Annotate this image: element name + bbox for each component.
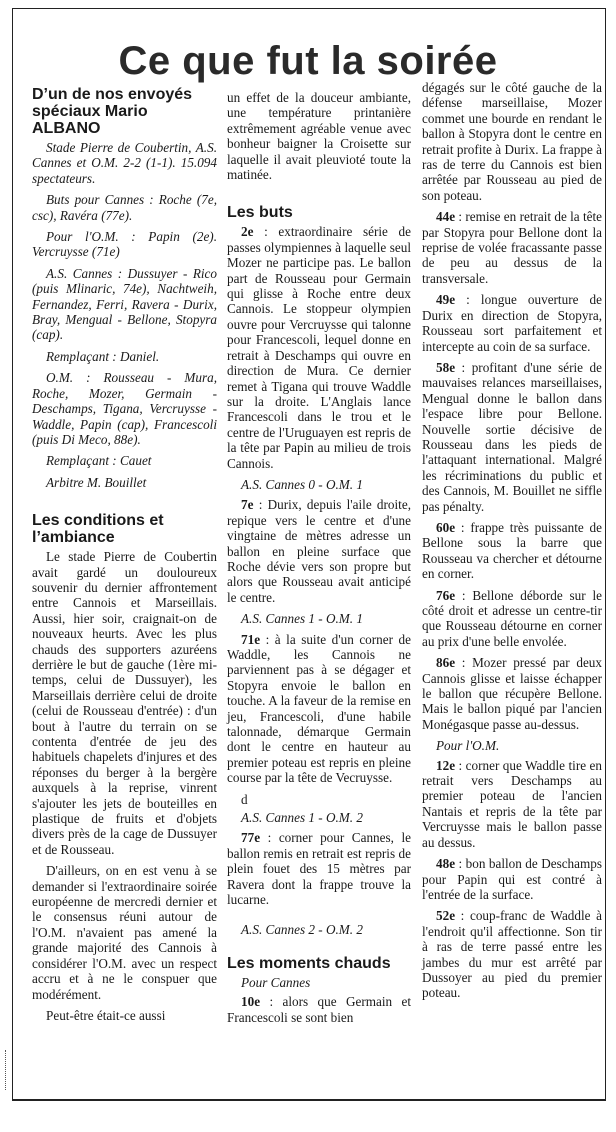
margin-mark <box>5 1050 7 1090</box>
moment-text: : frappe très puissante de Bellone sous la barre que Rousseau va chercher et détourne en corner. <box>422 519 602 582</box>
column-3 <box>422 80 602 1007</box>
moment-text: : alors que Germain et Francescoli se sont bien <box>227 994 411 1025</box>
moment-minute: 10e <box>241 994 261 1010</box>
match-info-lineup-om: O.M. : Rousseau - Mura, Roche, Mozer, Germain - Deschamps, Tigana, Vercruysse - Waddle, Papin (cap), Francescoli (puis Di Meco, 88e). <box>32 370 217 447</box>
column-1 <box>32 86 217 1029</box>
moment-entry <box>422 655 602 732</box>
goal-entry <box>227 497 411 605</box>
match-info-goals-om: Pour l'O.M. : Papin (2e). Vercruysse (71e) <box>32 229 217 260</box>
moment-text: : bon ballon de Deschamps pour Papin qui est contré à l'entrée de la surface. <box>422 856 602 902</box>
continuation-paragraph: dégagés sur le côté gauche de la défense marseillaise, Mozer commet une bourde en rendant le ballon à Stopyra dont le centre en retrait profite à Durix. La frappe à ras de terre du Cannois est bien arrêtée par Rousseau au pied de son poteau. <box>422 80 602 203</box>
moment-entry <box>422 520 602 582</box>
continuation-paragraph: un effet de la douceur ambiante, une température printanière extrêmement agréable venue avec bonheur baigner la Croisette sur laquelle il avait pleuvioté toute la matinée. <box>227 90 411 183</box>
moment-entry <box>422 908 602 1000</box>
score-line: A.S. Cannes 1 - O.M. 1 <box>241 611 363 627</box>
goal-minute: 2e <box>241 224 254 240</box>
moment-text: : Mozer pressé par deux Cannois glisse et laisse échapper le ballon que récupère Bellone. Mais le ballon piqué par l'ancien Monégasque passe au-dessus. <box>422 655 602 732</box>
conditions-paragraph: Peut-être était-ce aussi <box>46 1007 166 1023</box>
moment-text: : longue ouverture de Durix en direction de Stopyra, Rousseau sort parfaitement et intercepte au coin de sa surface. <box>422 292 602 354</box>
moment-text: : corner que Waddle tire en retrait vers Deschamps au premier poteau de l'ancien Nantais et repris de la tête par Vercruysse mais le ballon passe au dessus. <box>422 757 602 850</box>
score-line: A.S. Cannes 2 - O.M. 2 <box>241 921 363 937</box>
goal-minute: 7e <box>241 497 254 513</box>
moment-entry <box>422 758 602 850</box>
moment-entry <box>422 209 602 286</box>
column-2 <box>227 90 411 1031</box>
moment-minute: 76e <box>436 587 456 603</box>
goal-minute: 77e <box>241 830 261 846</box>
moment-minute: 52e <box>436 908 456 924</box>
goal-entry <box>227 224 411 471</box>
moment-text: : Bellone déborde sur le côté droit et adresse un centre-tir que Rousseau détourne en corner au prix d'une belle envolée. <box>422 587 602 649</box>
moment-text: : profitant d'une série de mauvaises relances marseillaises, Mengual donne le ballon dans l'espace libre pour Bellone. Nouvelle sortie décisive de Rousseau dans les pieds de l'attaquant international. Malgré les récriminations du public et des Cannois, M. Bouillet ne siffle pas pénalty. <box>422 359 602 514</box>
goal-entry <box>227 632 411 786</box>
moment-text: : coup-franc de Waddle à l'endroit qu'il affectionne. Son tir à ras de terre passé entre les jambes du mur est arrêté par Dussoyer au pied du premier poteau. <box>422 908 602 1001</box>
moment-minute: 44e <box>436 209 456 225</box>
score-line: A.S. Cannes 1 - O.M. 2 <box>241 810 363 826</box>
moment-entry <box>227 994 411 1025</box>
moment-text: : remise en retrait de la tête par Stopyra pour Bellone dont la reprise de volée fracassante passe de peu au dessus de la transversale. <box>422 209 602 286</box>
goal-text: : à la suite d'un corner de Waddle, les Cannois ne parviennent pas à se dégager et Stopyra envoie le ballon en touche. A la faveur de la remise en jeu, Francescoli, d'une habile talonnade, démarque Germain dont le centre en hauteur au premier poteau est repris en pleine course par la tête de Vecruysse. <box>227 631 411 786</box>
score-line: A.S. Cannes 0 - O.M. 1 <box>241 476 363 492</box>
moment-minute: 12e <box>436 757 456 773</box>
goal-text: : corner pour Cannes, le ballon remis en retrait est repris de plein fouet des 15 mètres par Ravera dont la frappe trouve la lucarne. <box>227 830 411 908</box>
goal-text: : extraordinaire série de passes olympiennes à laquelle seul Mozer ne participe pas. Le ballon part de Rousseau pour Germain qui glisse à Roche entre deux Cannois. Le stoppeur olympien ouvre pour Vercruysse qui talonne pour Francescoli, lequel donne en retrait à Deschamps qui ouvre en direction de Mura. Ce dernier remet à Tigana qui trouve Waddle sur la droite. L'Anglais lance Francescoli dans le trou et le centre de l'Uruguayen est repris de la tête par Papin au milieu de trois Cannois. <box>227 224 411 471</box>
moment-minute: 86e <box>436 655 456 671</box>
goal-text: : Durix, depuis l'aile droite, repique vers le centre et d'une vingtaine de mètres adresse un ballon en pleine surface que Roche dévie vers son propre but alors que Rousseau avait anticipé le centre. <box>227 497 411 605</box>
moments-cannes-label: Pour Cannes <box>241 974 311 990</box>
moment-minute: 49e <box>436 292 456 308</box>
match-info-lineup-cannes: A.S. Cannes : Dussuyer - Rico (puis Mlinaric, 74e), Nachtweih, Fernandez, Ferri, Ravera - Durix, Bray, Mengual - Bellone, Stopyra (cap). <box>32 265 217 343</box>
match-info-sub-om: Remplaçant : Cauet <box>46 453 152 469</box>
conditions-paragraph: D'ailleurs, on en est venu à se demander si l'extraordinaire soirée européenne de mercredi dernier et le consensus réuni autour de l'O.M. n'avaient pas amené la grande majorité des Cannois à considérer l'O.M. avec un respect accru et à ne le conspuer que modérément. <box>32 863 217 1002</box>
byline-heading: D’un de nos envoyés spéciaux Mario ALBANO <box>32 86 193 137</box>
moments-om-label: Pour l'O.M. <box>436 738 500 754</box>
match-info-referee: Arbitre M. Bouillet <box>46 474 147 490</box>
stray-character: d <box>241 791 248 807</box>
goal-entry <box>227 830 411 907</box>
conditions-heading: Les conditions et l’ambiance <box>32 512 164 547</box>
moment-minute: 60e <box>436 519 456 535</box>
match-info-goals-cannes: Buts pour Cannes : Roche (7e, csc), Ravéra (77e). <box>32 192 217 223</box>
moment-entry <box>422 856 602 902</box>
moment-entry <box>422 360 602 514</box>
goal-minute: 71e <box>241 631 261 647</box>
moment-entry <box>422 588 602 650</box>
goals-heading: Les buts <box>227 204 293 222</box>
moment-minute: 48e <box>436 856 456 872</box>
conditions-paragraph: Le stade Pierre de Coubertin avait gardé un douloureux souvenir du dernier affrontement entre Cannois et Marseillais. Aussi, hier soir, craignait-on de nouveaux heurts. Avec les plus chauds des supporters azuréens derrière le but de gauche (1ère mi-temps, celui de Dussuyer), les Marseillais derrière celui de droite (celui de Rousseau d'entrée) : d'un bout à l'autre du terrain on se contenta d'entrée de jeu des habituels chapelets d'injures et des réponses du berger à la bergère auxquels à la reprise, vinrent s'ajouter les jets de bouteilles en plastique de fruits et d'objets divers près de la cage de Dussuyer et de Rousseau. <box>32 549 217 857</box>
moment-entry <box>422 292 602 354</box>
moments-heading: Les moments chauds <box>227 954 391 972</box>
match-info-sub-cannes: Remplaçant : Daniel. <box>46 348 160 364</box>
match-info-venue: Stade Pierre de Coubertin, A.S. Cannes et O.M. 2-2 (1-1). 15.094 spectateurs. <box>32 140 217 186</box>
article-title: Ce que fut la soirée <box>118 38 498 83</box>
moment-minute: 58e <box>436 359 456 375</box>
